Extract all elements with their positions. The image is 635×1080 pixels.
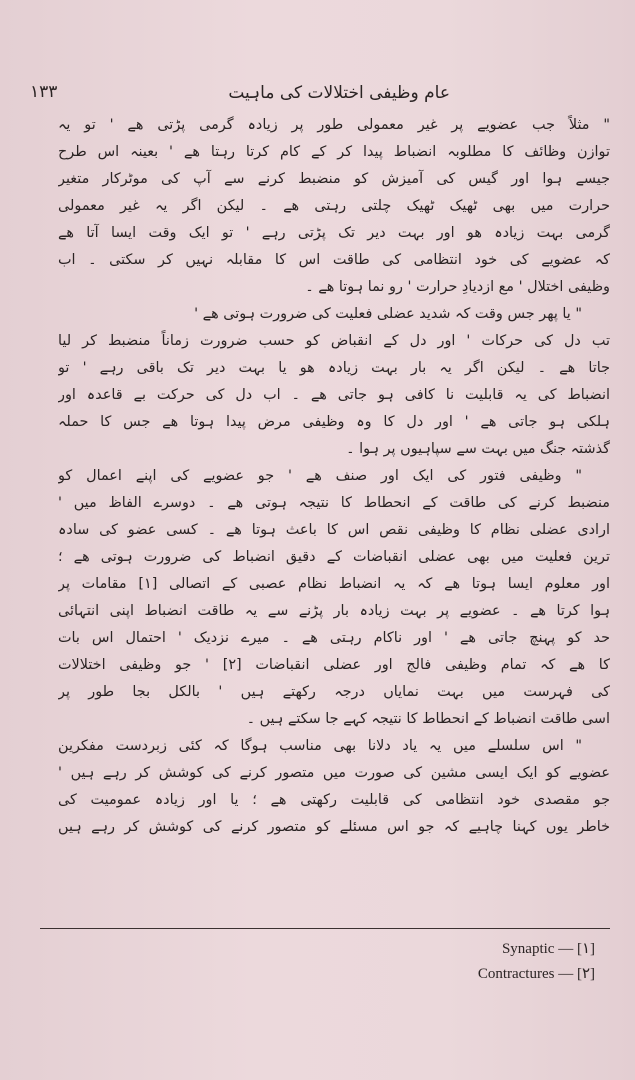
text-line: ترین فعلیت میں بھی عضلی انقباضات کے دقیق انضباط کی ضرورت ہوتی ھے ؛ xyxy=(58,549,610,565)
text-line: کی فہرست میں بہت نمایاں درجہ رکھتے ہیں ' بالکل بجا طور پر xyxy=(58,684,610,700)
text-line: گذشتہ جنگ میں بہت سے سپاہیوں پر ہوا ۔ xyxy=(346,441,610,457)
text-line: " وظیفی فتور کی ایک اور صنف ھے ' جو عضویے کی اپنے اعمال کو xyxy=(58,468,582,484)
footnote-divider xyxy=(40,928,610,929)
text-line: منضبط کرنے کی طاقت کے انحطاط کا نتیجہ ہوتی ھے ۔ دوسرے الفاظ میں ' xyxy=(58,495,610,511)
page-number: ۱۳۳ xyxy=(30,82,58,102)
text-line: حد کو پہنچ جاتی ھے ' اور ناکام رہتی ھے ۔ میرے نزدیک ' احتمال اس بات xyxy=(58,630,610,646)
text-line: اسی طاقت انضباط کے انحطاط کا نتیجہ کہے جا سکتے ہیں ۔ xyxy=(246,711,610,727)
text-line: انضباط کی یہ قابلیت نا کافی ہو جاتی ھے ۔ اب دل کی حرکت بے قاعدہ اور xyxy=(58,387,610,403)
text-line: " یا پھر جس وقت کہ شدید عضلی فعلیت کی ضرورت ہوتی ھے ' xyxy=(194,306,582,322)
text-line: ہوا کرتا ھے ۔ عضویے پر بہت زیادہ بار پڑنے سے یہ طاقت انضباط اپنی انتہائی xyxy=(58,603,610,619)
text-line: جیسے ہوا اور گیس کی آمیزش کو منضبط کرنے سے آپ کی موٹرکار متغیر xyxy=(58,171,610,187)
text-line: تب دل کی حرکات ' اور دل کے انقباض کو حسب ضرورت زماناً منضبط کر لیا xyxy=(58,333,610,349)
text-line: " مثلاً جب عضویے پر غیر معمولی طور پر زیادہ گرمی پڑتی ھے ' تو یہ xyxy=(58,117,610,133)
running-title: عام وظیفی اختلالات کی ماہیت xyxy=(228,83,450,103)
footnote-1: Synaptic — [۱] xyxy=(501,941,595,957)
text-line: گرمی بہت زیادہ ھو اور بہت دیر تک پڑتی رہے ' تو ایک وقت ایسا آتا ھے xyxy=(58,225,610,241)
text-line: کا ھے کہ تمام وظیفی فالج اور عضلی انقباضات [۲] ' جو وظیفی اختلالات xyxy=(58,657,610,673)
text-line: جاتا ھے ۔ لیکن اگر یہ بار بہت زیادہ ھو یا بہت دیر تک باقی رہے ' تو xyxy=(58,360,610,376)
footnote-2: Contractures — [۲] xyxy=(477,966,595,982)
text-line: جو مقصدی خود انتظامی کی قابلیت رکھتی ھے ؛ یا اور زیادہ عمومیت کی xyxy=(58,792,610,808)
footnotes xyxy=(420,937,595,987)
text-line: خاطر یوں کہنا چاہیے کہ جو اس مسئلے کو متصور کرنے کی کوشش کر رہے ہیں xyxy=(58,819,610,835)
text-line: ہلکی ہو جاتی ھے ' اور دل کا وہ وظیفی مرض پیدا ہوتا ھے جس کا حملہ xyxy=(58,414,610,430)
page-header xyxy=(30,82,600,108)
text-line: اور معلوم ایسا ہوتا ھے کہ یہ انضباط نظام عصبی کے اتصالی [۱] مقامات پر xyxy=(58,576,610,592)
text-line: " اس سلسلے میں یہ یاد دلانا بھی مناسب ہوگا کہ کئی زبردست مفکرین xyxy=(58,738,582,754)
body-text xyxy=(58,112,610,841)
text-line: وظیفی اختلال ' مع ازدیادِ حرارت ' رو نما ہوتا ھے ۔ xyxy=(305,279,610,295)
text-line: کہ عضویے کی خود انتظامی کی طاقت اس کا مقابلہ نہیں کر سکتی ۔ اب xyxy=(58,252,610,268)
text-line: عضویے کو ایک ایسی مشین کی صورت میں متصور کرنے کی کوشش کر رہے ہیں ' xyxy=(58,765,610,781)
text-line: توازن وظائف کا مطلوبہ انضباط پیدا کر کے کام کرتا رہتا ھے ' بعینہ اس طرح xyxy=(58,144,610,160)
text-line: ارادی عضلی نظام کا وظیفی نقص اس کا باعث ہوتا ھے ۔ کسی عضو کی سادہ xyxy=(58,522,610,538)
text-line: حرارت میں بھی ٹھیک ٹھیک چلتی رہتی ھے ۔ لیکن اگر یہ غیر معمولی xyxy=(58,198,610,214)
